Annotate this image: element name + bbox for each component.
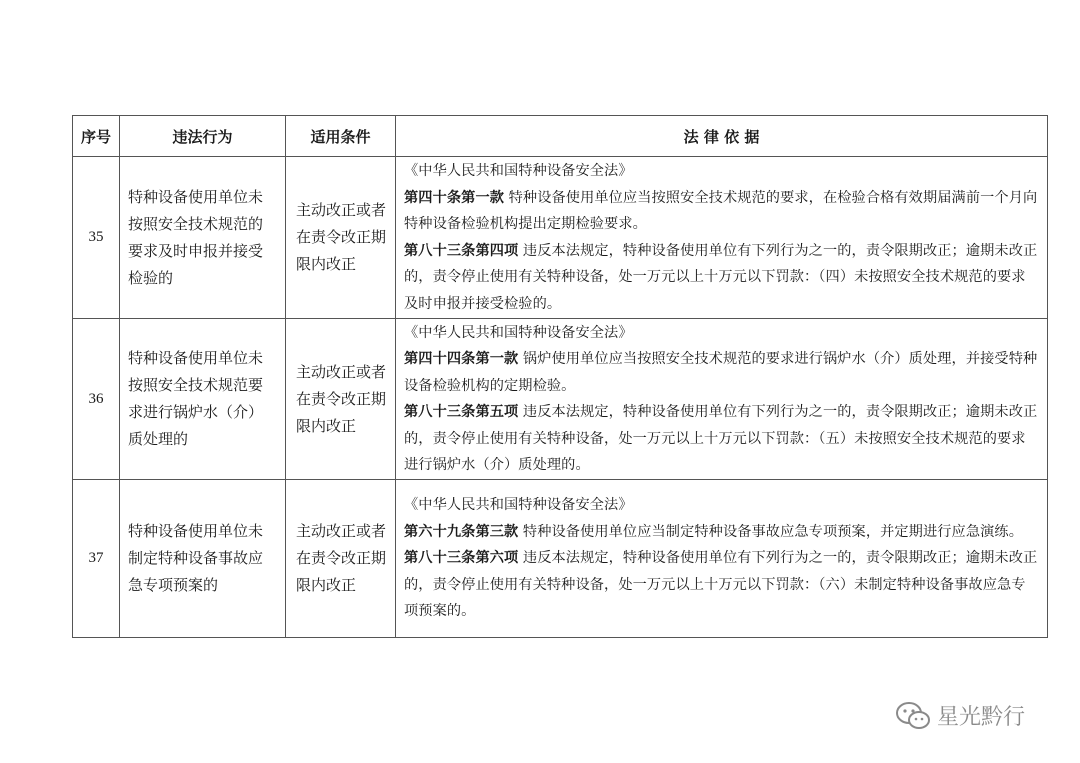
legal-basis xyxy=(396,480,1048,638)
law-table xyxy=(72,115,1048,638)
row-number: 36 xyxy=(73,319,120,480)
clause-2 xyxy=(404,399,1039,479)
row-number: 35 xyxy=(73,157,120,319)
wechat-icon xyxy=(895,701,931,731)
clause-1 xyxy=(404,185,1039,238)
clause-1-head: 第四十四条第一款 xyxy=(404,351,519,367)
applicable-condition: 主动改正或者在责令改正期限内改正 xyxy=(286,319,396,480)
legal-basis xyxy=(396,319,1048,480)
table-row xyxy=(73,157,1048,319)
watermark xyxy=(895,700,1025,731)
violation-behavior: 特种设备使用单位未按照安全技术规范要求进行锅炉水（介）质处理的 xyxy=(120,319,286,480)
clause-2-text: 违反本法规定，特种设备使用单位有下列行为之一的，责令限期改正；逾期未改正的，责令停止使用有关特种设备，处一万元以上十万元以下罚款：（五）未按照安全技术规范的要求进行锅炉水（介）质处理的。 xyxy=(404,404,1038,473)
clause-2-head: 第八十三条第四项 xyxy=(404,242,519,259)
violation-behavior: 特种设备使用单位未制定特种设备事故应急专项预案的 xyxy=(120,480,286,638)
clause-2 xyxy=(404,545,1039,625)
clause-1 xyxy=(404,346,1039,399)
law-title: 《中华人民共和国特种设备安全法》 xyxy=(404,497,633,514)
applicable-condition: 主动改正或者在责令改正期限内改正 xyxy=(286,157,396,319)
row-number: 37 xyxy=(73,480,120,638)
clause-1 xyxy=(404,519,1039,546)
clause-2-head: 第八十三条第五项 xyxy=(404,404,519,420)
applicable-condition: 主动改正或者在责令改正期限内改正 xyxy=(286,480,396,638)
law-title: 《中华人民共和国特种设备安全法》 xyxy=(404,324,633,341)
violation-behavior: 特种设备使用单位未按照安全技术规范的要求及时申报并接受检验的 xyxy=(120,157,286,319)
clause-2-text: 违反本法规定，特种设备使用单位有下列行为之一的，责令限期改正；逾期未改正的，责令停止使用有关特种设备，处一万元以上十万元以下罚款：（四）未按照安全技术规范的要求及时申报并接受检验的。 xyxy=(404,242,1038,312)
clause-1-head: 第四十条第一款 xyxy=(404,189,505,206)
header-basis: 法 律 依 据 xyxy=(396,116,1048,157)
clause-2-text: 违反本法规定，特种设备使用单位有下列行为之一的，责令限期改正；逾期未改正的，责令停止使用有关特种设备，处一万元以上十万元以下罚款：（六）未制定特种设备事故应急专项预案的。 xyxy=(404,550,1038,620)
header-condition: 适用条件 xyxy=(286,116,396,157)
header-row xyxy=(73,116,1048,157)
clause-2 xyxy=(404,238,1039,318)
clause-2-head: 第八十三条第六项 xyxy=(404,550,519,567)
law-title: 《中华人民共和国特种设备安全法》 xyxy=(404,163,633,179)
legal-basis xyxy=(396,157,1048,319)
watermark-text: 星光黔行 xyxy=(937,705,1026,730)
clause-1-text: 锅炉使用单位应当按照安全技术规范的要求进行锅炉水（介）质处理，并接受特种设备检验机构的定期检验。 xyxy=(404,351,1038,394)
clause-1-text: 特种设备使用单位应当按照安全技术规范的要求，在检验合格有效期届满前一个月向特种设备检验机构提出定期检验要求。 xyxy=(404,189,1038,232)
clause-1-head: 第六十九条第三款 xyxy=(404,523,519,540)
clause-1-text: 特种设备使用单位应当制定特种设备事故应急专项预案，并定期进行应急演练。 xyxy=(518,523,1023,540)
table-row xyxy=(73,319,1048,480)
header-no: 序号 xyxy=(73,116,120,157)
table-row xyxy=(73,480,1048,638)
header-behavior: 违法行为 xyxy=(120,116,286,157)
